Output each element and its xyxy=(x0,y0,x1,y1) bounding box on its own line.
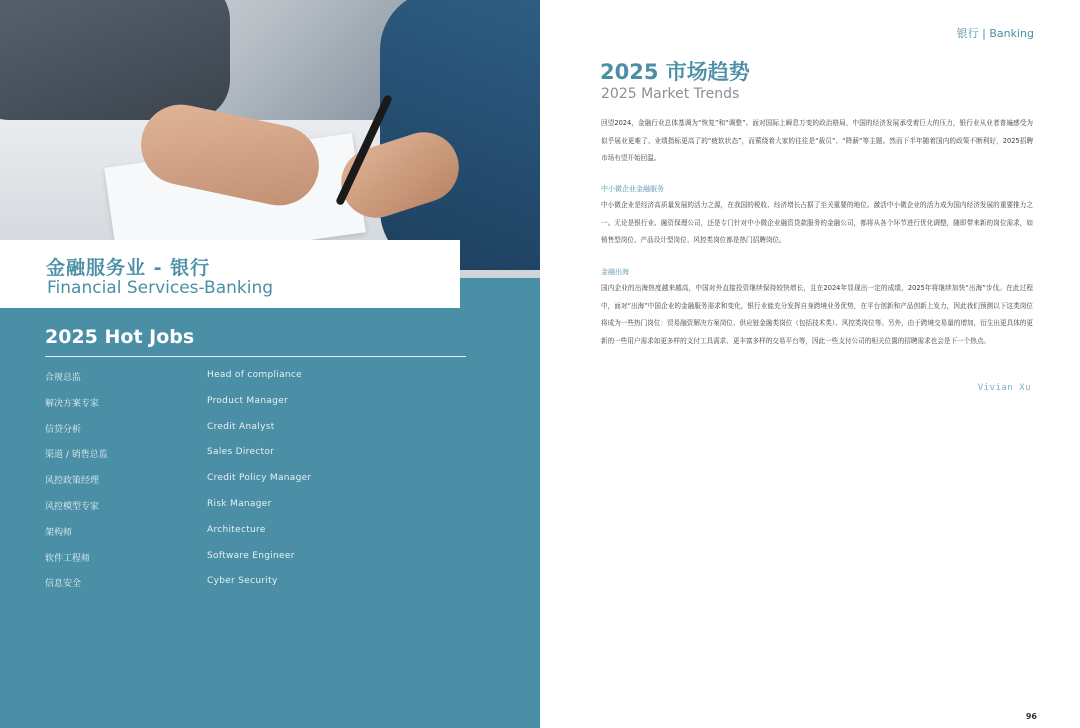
job-title-en: Product Manager xyxy=(207,395,288,406)
right-page xyxy=(540,0,1080,728)
job-title-cn: 信贷分析 xyxy=(45,424,82,435)
job-row xyxy=(45,576,475,602)
hot-jobs-title: 2025 Hot Jobs xyxy=(45,326,195,348)
intro-paragraph: 回望2024，金融行业总体基调为“恢复”和“调整”。面对国际上瞬息万变的政治格局，中国的经济发展承受着巨大的压力，银行业从业者普遍感受为似乎展业更难了、业绩指标更高了的“疲软状态”，而萦绕着大家的往往是“裁员”、“降薪”等主题。然而下半年随着国内的政策不断利好，2025招聘市场有望开始回温。 xyxy=(601,119,1033,162)
job-row xyxy=(45,551,475,577)
job-row xyxy=(45,473,475,499)
job-row xyxy=(45,422,475,448)
job-row xyxy=(45,370,475,396)
job-title-en: Risk Manager xyxy=(207,498,272,509)
job-title-en: Sales Director xyxy=(207,447,275,458)
page-title: 2025 市场趋势 xyxy=(600,60,750,84)
hot-jobs-divider xyxy=(45,356,466,357)
section-title-en: Financial Services-Banking xyxy=(47,278,274,298)
job-row xyxy=(45,447,475,473)
business-handshake-photo xyxy=(0,0,540,278)
job-row xyxy=(45,525,475,551)
job-title-cn: 架构师 xyxy=(45,527,73,538)
job-title-cn: 解决方案专家 xyxy=(45,398,100,409)
photo-suit-right xyxy=(380,0,540,270)
job-title-en: Architecture xyxy=(207,524,266,535)
section-title-cn: 金融服务业 - 银行 xyxy=(46,257,211,279)
photo-suit-left xyxy=(0,0,230,120)
header-category-tag: 银行 | Banking xyxy=(956,27,1034,40)
job-title-cn: 合规总监 xyxy=(45,373,82,383)
job-title-en: Cyber Security xyxy=(207,576,278,587)
hot-jobs-list xyxy=(45,370,475,602)
section-body-overseas: 国内企业的出海热度越来越高，中国对外直接投资继续保持较快增长，且在2024年显现出一定的成绩，2025年将继续加快“出海”步伐。在此过程中，面对“出海”中国企业的金融服务需求和变化，银行业能充分发挥自身跨境业务优势，在平台创新和产品创新上发力，因此我们预测以下这类岗位将成为一些热门岗位：贸易融资解决方案岗位、供应链金融类岗位（包括技术类）、风控类岗位等。另外，由于跨境交易量的增加，衍生出更具体的更新的一些用户需求如更多样的支付工具需求、更丰富多样的交易平台等，因此一些支付公司的相关位置的招聘需求也会是下一个热点。 xyxy=(601,284,1033,345)
job-row xyxy=(45,499,475,525)
section-heading-sme: 中小微企业金融服务 xyxy=(601,185,664,193)
page-subtitle: 2025 Market Trends xyxy=(601,86,740,102)
section-heading-overseas: 金融出海 xyxy=(601,268,629,276)
job-title-cn: 渠道 / 销售总监 xyxy=(45,450,108,461)
page-number: 96 xyxy=(1025,712,1037,721)
job-title-en: Software Engineer xyxy=(207,550,295,561)
job-title-cn: 风控模型专家 xyxy=(45,501,100,512)
job-row xyxy=(45,396,475,422)
author-signature: Vivian Xu xyxy=(977,383,1031,393)
job-title-cn: 信息安全 xyxy=(45,579,82,590)
job-title-cn: 风控政策经理 xyxy=(45,476,100,487)
job-title-en: Credit Analyst xyxy=(207,421,275,432)
job-title-en: Head of compliance xyxy=(207,370,302,380)
job-title-cn: 软件工程师 xyxy=(45,553,91,564)
section-body-sme: 中小微企业是经济高质量发展的活力之源，在我国的税收、经济增长占据了至关重要的地位。激活中小微企业的活力成为国内经济发展的重要推力之一。无论是银行业、融资保理公司，还是专门针对中小微企业融资贷款服务的金融公司，都将从各个环节进行优化调整，随即带来新的岗位需求，如销售型岗位、产品设计型岗位、风控类岗位都是热门招聘岗位。 xyxy=(601,201,1033,244)
job-title-en: Credit Policy Manager xyxy=(207,473,312,484)
